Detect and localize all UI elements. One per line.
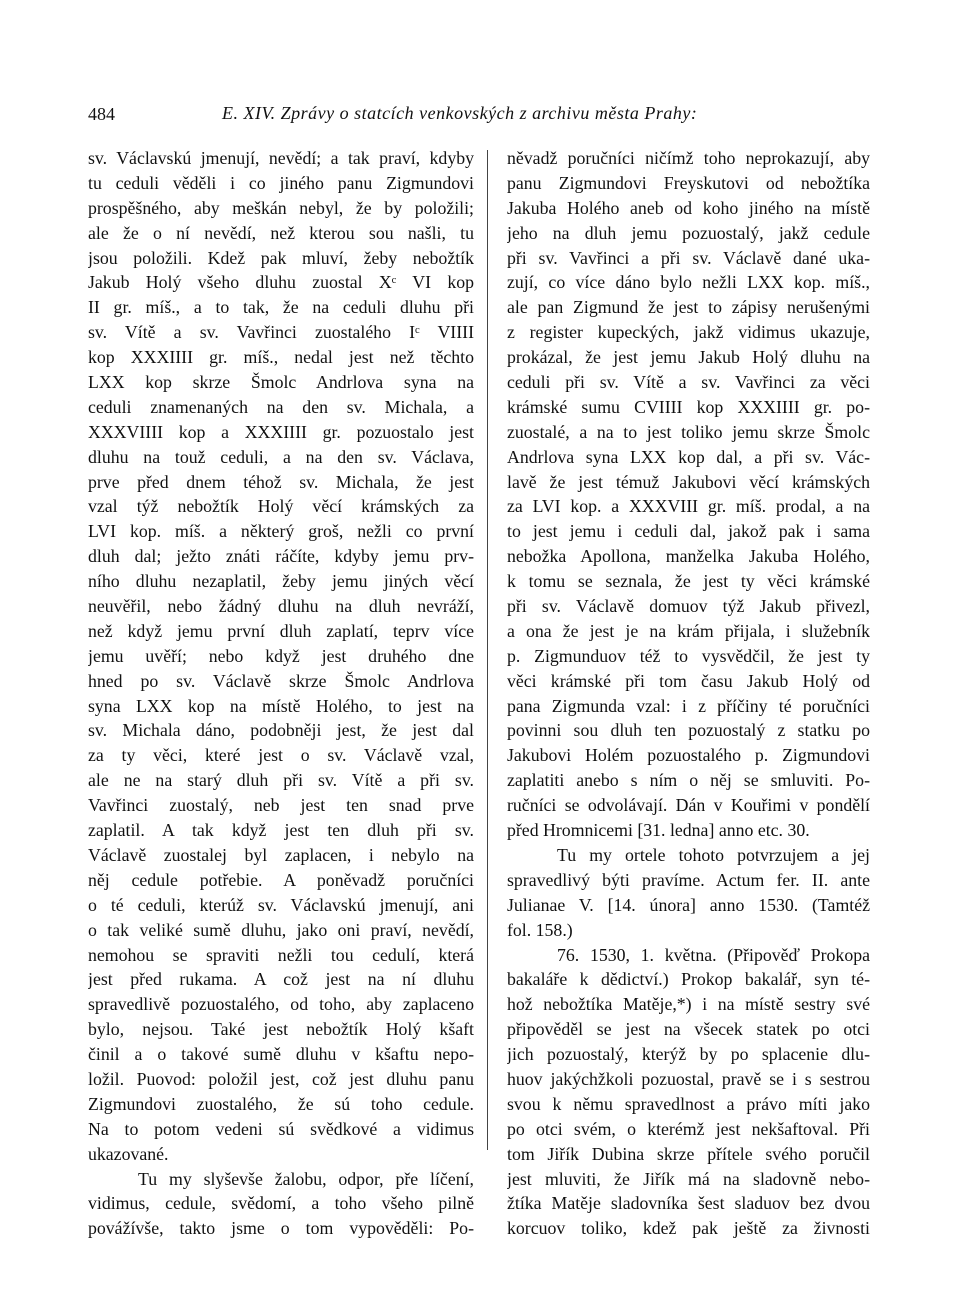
page-number: 484 xyxy=(88,104,115,124)
text-line: něvadž poručníci ničímž toho neprokazují, aby xyxy=(507,148,870,168)
text-line: lavě že jest témuž Jakubovi věcí krámských xyxy=(507,471,870,492)
text-line: o tak veliké sumě dluhu, jako oni praví, nevědí, xyxy=(88,919,474,940)
text-line: ale pan Zigmund že jest to zápisy nerušenými xyxy=(507,297,870,318)
text-line: hož nebožtíka Matěje,*) i na místě sestry své xyxy=(507,994,870,1015)
text-line: 76. 1530, 1. května. (Připověď Prokopa xyxy=(557,944,870,965)
text-line: nebožka Apollona, manželka Jakuba Holého, xyxy=(507,546,870,567)
text-line: Vavřinci zuostalý, neb jest ten snad prve xyxy=(88,795,474,816)
text-line: jest mluviti, že Jiřík má na sladovně nebo- xyxy=(507,1168,870,1189)
text-line: po otci svém, o kterémž jest nekšaftoval. Při xyxy=(507,1118,870,1139)
text-line: zuostalé, a na to jest toliko jemu skrze Šmolc xyxy=(507,421,870,442)
text-line: jich pozuostalý, kterýž by po splacenie dlu- xyxy=(507,1044,870,1065)
text-line: bakaláře k dědictví.) Prokop bakalář, syn té- xyxy=(507,969,870,990)
text-line: připověděl se jest na všecek statek po otci xyxy=(507,1019,870,1040)
text-line: tu ceduli věděli i co jiného panu Zigmundovi xyxy=(88,172,474,193)
text-line: prospěšného, aby meškán nebyl, že by položili; xyxy=(88,197,474,218)
text-line: XXXVIIII kop a XXXIIII gr. pozuostalo jest xyxy=(88,421,474,442)
text-line: jeho na dluh jemu pozuostalý, jakž cedule xyxy=(507,222,870,243)
text-line: krámské sumu CVIIII kop XXXIIII gr. po- xyxy=(507,396,870,417)
text-line: sv. Michala dáno, podobněji jest, že jest dal xyxy=(88,720,474,741)
text-line: dluhu na touž ceduli, a na den sv. Václava, xyxy=(88,446,474,467)
text-line: Jakubovi Holém pozuostalého p. Zigmundovi xyxy=(507,745,870,766)
text-line: II gr. míš., a to tak, že na ceduli dluhu při xyxy=(88,297,474,318)
text-line: tom Jiřík Dubina skrze přítele svého poručil xyxy=(507,1143,870,1164)
text-line: z register kupeckých, jakž vidimus ukazuje, xyxy=(507,322,870,343)
text-line: Jakub Holý všeho dluhu zuostal Xᶜ VI kop xyxy=(88,272,474,293)
text-line: před Hromnicemi [31. ledna] anno etc. 30. xyxy=(507,820,810,841)
text-line: ale ne na starý dluh při sv. Vítě a při sv. xyxy=(88,770,474,791)
text-line: zují, co více dáno bylo nežli LXX kop. míš., xyxy=(507,272,870,293)
text-line: huov jakýchžkoli pozuostal, pravě se i s sestrou xyxy=(507,1068,870,1089)
text-line: za ty věci, které jest o sv. Václavě vzal, xyxy=(88,745,474,766)
text-line: o té ceduli, kterúž sv. Václavskú jmenují, ani xyxy=(88,894,474,915)
text-line: pana Zigmunda vzal: i z příčiny té poručníci xyxy=(507,695,870,716)
text-line: Tu my ortele tohoto potvrzujem a jej xyxy=(557,844,870,865)
text-line: činil a o takové sumě dluhu v kšaftu nepo- xyxy=(88,1044,474,1065)
column-divider xyxy=(487,150,488,1150)
text-line: žtíka Matěje sladovníka šest sladuov bez dvou xyxy=(507,1193,870,1214)
text-line: fol. 158.) xyxy=(507,919,573,940)
text-line: než když jemu první dluh zaplatí, teprv více xyxy=(88,620,474,641)
text-line: neuvěřil, nebo žádný dluhu na dluh nevráží, xyxy=(88,596,474,617)
text-line: nemohou se spraviti nežli tou cedulí, která xyxy=(88,944,474,965)
left-column xyxy=(88,146,474,1241)
text-line: Julianae V. [14. února] anno 1530. (Tamtéž xyxy=(507,894,870,915)
text-line: korcuov toliko, kdež pak ještě za živnosti xyxy=(507,1218,870,1239)
text-line: Zigmundovi zuostalého, že sú toho cedule. xyxy=(88,1093,474,1114)
text-line: sv. Vítě a sv. Vavřinci zuostalého Iᶜ VIIII xyxy=(88,322,474,343)
text-line: Václavě zuostalej byl zaplacen, i nebylo na xyxy=(88,844,474,865)
text-line: ceduli znamenaných na den sv. Michala, a xyxy=(88,396,474,417)
running-head: E. XIV. Zprávy o statcích venkovských z archivu města Prahy: xyxy=(222,103,698,123)
text-line: ručníci se odvolávají. Dán v Kouřimi v pondělí xyxy=(507,795,870,816)
text-line: věci krámské při tom času Jakub Holý od xyxy=(507,670,870,691)
text-line: ního dluhu nezaplatil, žeby jemu jiných věcí xyxy=(88,571,474,592)
text-line: LVI kop. míš. a některý groš, nežli co první xyxy=(88,521,474,542)
text-line: Jakuba Holého aneb od koho jiného na místě xyxy=(507,197,870,218)
text-line: ukazované. xyxy=(88,1143,169,1164)
text-line: vzal týž nebožtík Holý věcí krámských za xyxy=(88,496,474,517)
text-line: a ona že jest je na krám přijala, i služebník xyxy=(507,620,870,641)
text-line: syna LXX kop na místě Holého, to jest na xyxy=(88,695,474,716)
text-line: povinni sou dluh ten pozuostalý z statku po xyxy=(507,720,870,741)
text-line: hned po sv. Václavě skrze Šmolc Andrlova xyxy=(88,670,474,691)
text-line: ložil. Puovod: položil jest, což jest dluhu panu xyxy=(88,1068,474,1089)
text-line: p. Zigmunduov též to vysvědčil, že jest ty xyxy=(507,645,870,666)
text-line: zaplatiti anebo s ním o něj se smluviti. Po- xyxy=(507,770,870,791)
text-line: LXX kop skrze Šmolc Andrlova syna na xyxy=(88,372,474,393)
text-line: dluh dal; ježto znáti ráčíte, kdyby jemu prv- xyxy=(88,546,474,567)
text-line: povážívše, takto jsme o tom vypověděli: Po- xyxy=(88,1218,474,1239)
text-line: zaplatil. A tak když jest ten dluh při sv. xyxy=(88,820,474,841)
text-line: bylo, nejsou. Také jest nebožtík Holý kšaft xyxy=(88,1019,474,1040)
text-line: něj cedule potřebie. A poněvadž poručníci xyxy=(88,869,474,890)
text-line: jemu uvěří; nebo když jest druhého dne xyxy=(88,645,474,666)
text-line: při sv. Václavě domuov týž Jakub přivezl, xyxy=(507,596,870,617)
text-line: to jest jemu i ceduli dal, jakož pak i sama xyxy=(507,521,870,542)
text-line: kop XXXIIII gr. míš., nedal jest než těchto xyxy=(88,347,474,368)
text-line: spravedlivě pozuostalého, od toho, aby zaplaceno xyxy=(88,994,474,1015)
text-line: Na to potom vedeni sú svědkové a vidimus xyxy=(88,1118,474,1139)
text-line: ale že o ní nevědí, než kterou sou našli, tu xyxy=(88,222,474,243)
text-line: jsou položili. Kdež pak mluví, žeby nebožtík xyxy=(88,247,474,268)
right-column xyxy=(507,146,870,1241)
text-line: panu Zigmundovi Freyskutovi od nebožtíka xyxy=(507,172,870,193)
text-line: při sv. Vavřinci a při sv. Václavě dané uka- xyxy=(507,247,870,268)
text-line: spravedlivý býti pravíme. Actum fer. II. ante xyxy=(507,869,870,890)
text-line: vidimus, cedule, svědomí, a toho všeho pilně xyxy=(88,1193,474,1214)
text-line: k tomu se seznala, že jest ty věci krámské xyxy=(507,571,870,592)
text-line: prokázal, že jest jemu Jakub Holý dluhu na xyxy=(507,347,870,368)
text-line: sv. Václavskú jmenují, nevědí; a tak praví, kdyby xyxy=(88,148,474,168)
text-line: za LVI kop. a XXXVIII gr. míš. prodal, a na xyxy=(507,496,870,517)
text-line: prve před dnem téhož sv. Michala, že jest xyxy=(88,471,474,492)
text-line: ceduli při sv. Vítě a sv. Vavřinci za věci xyxy=(507,372,870,393)
text-line: Tu my slyševše žalobu, odpor, pře líčení, xyxy=(138,1168,474,1189)
text-line: jest před rukama. A což jest na ní dluhu xyxy=(88,969,474,990)
text-line: Andrlova syna LXX kop dal, a při sv. Vác- xyxy=(507,446,870,467)
text-line: svou k němu spravedlnost a právo míti jako xyxy=(507,1093,870,1114)
